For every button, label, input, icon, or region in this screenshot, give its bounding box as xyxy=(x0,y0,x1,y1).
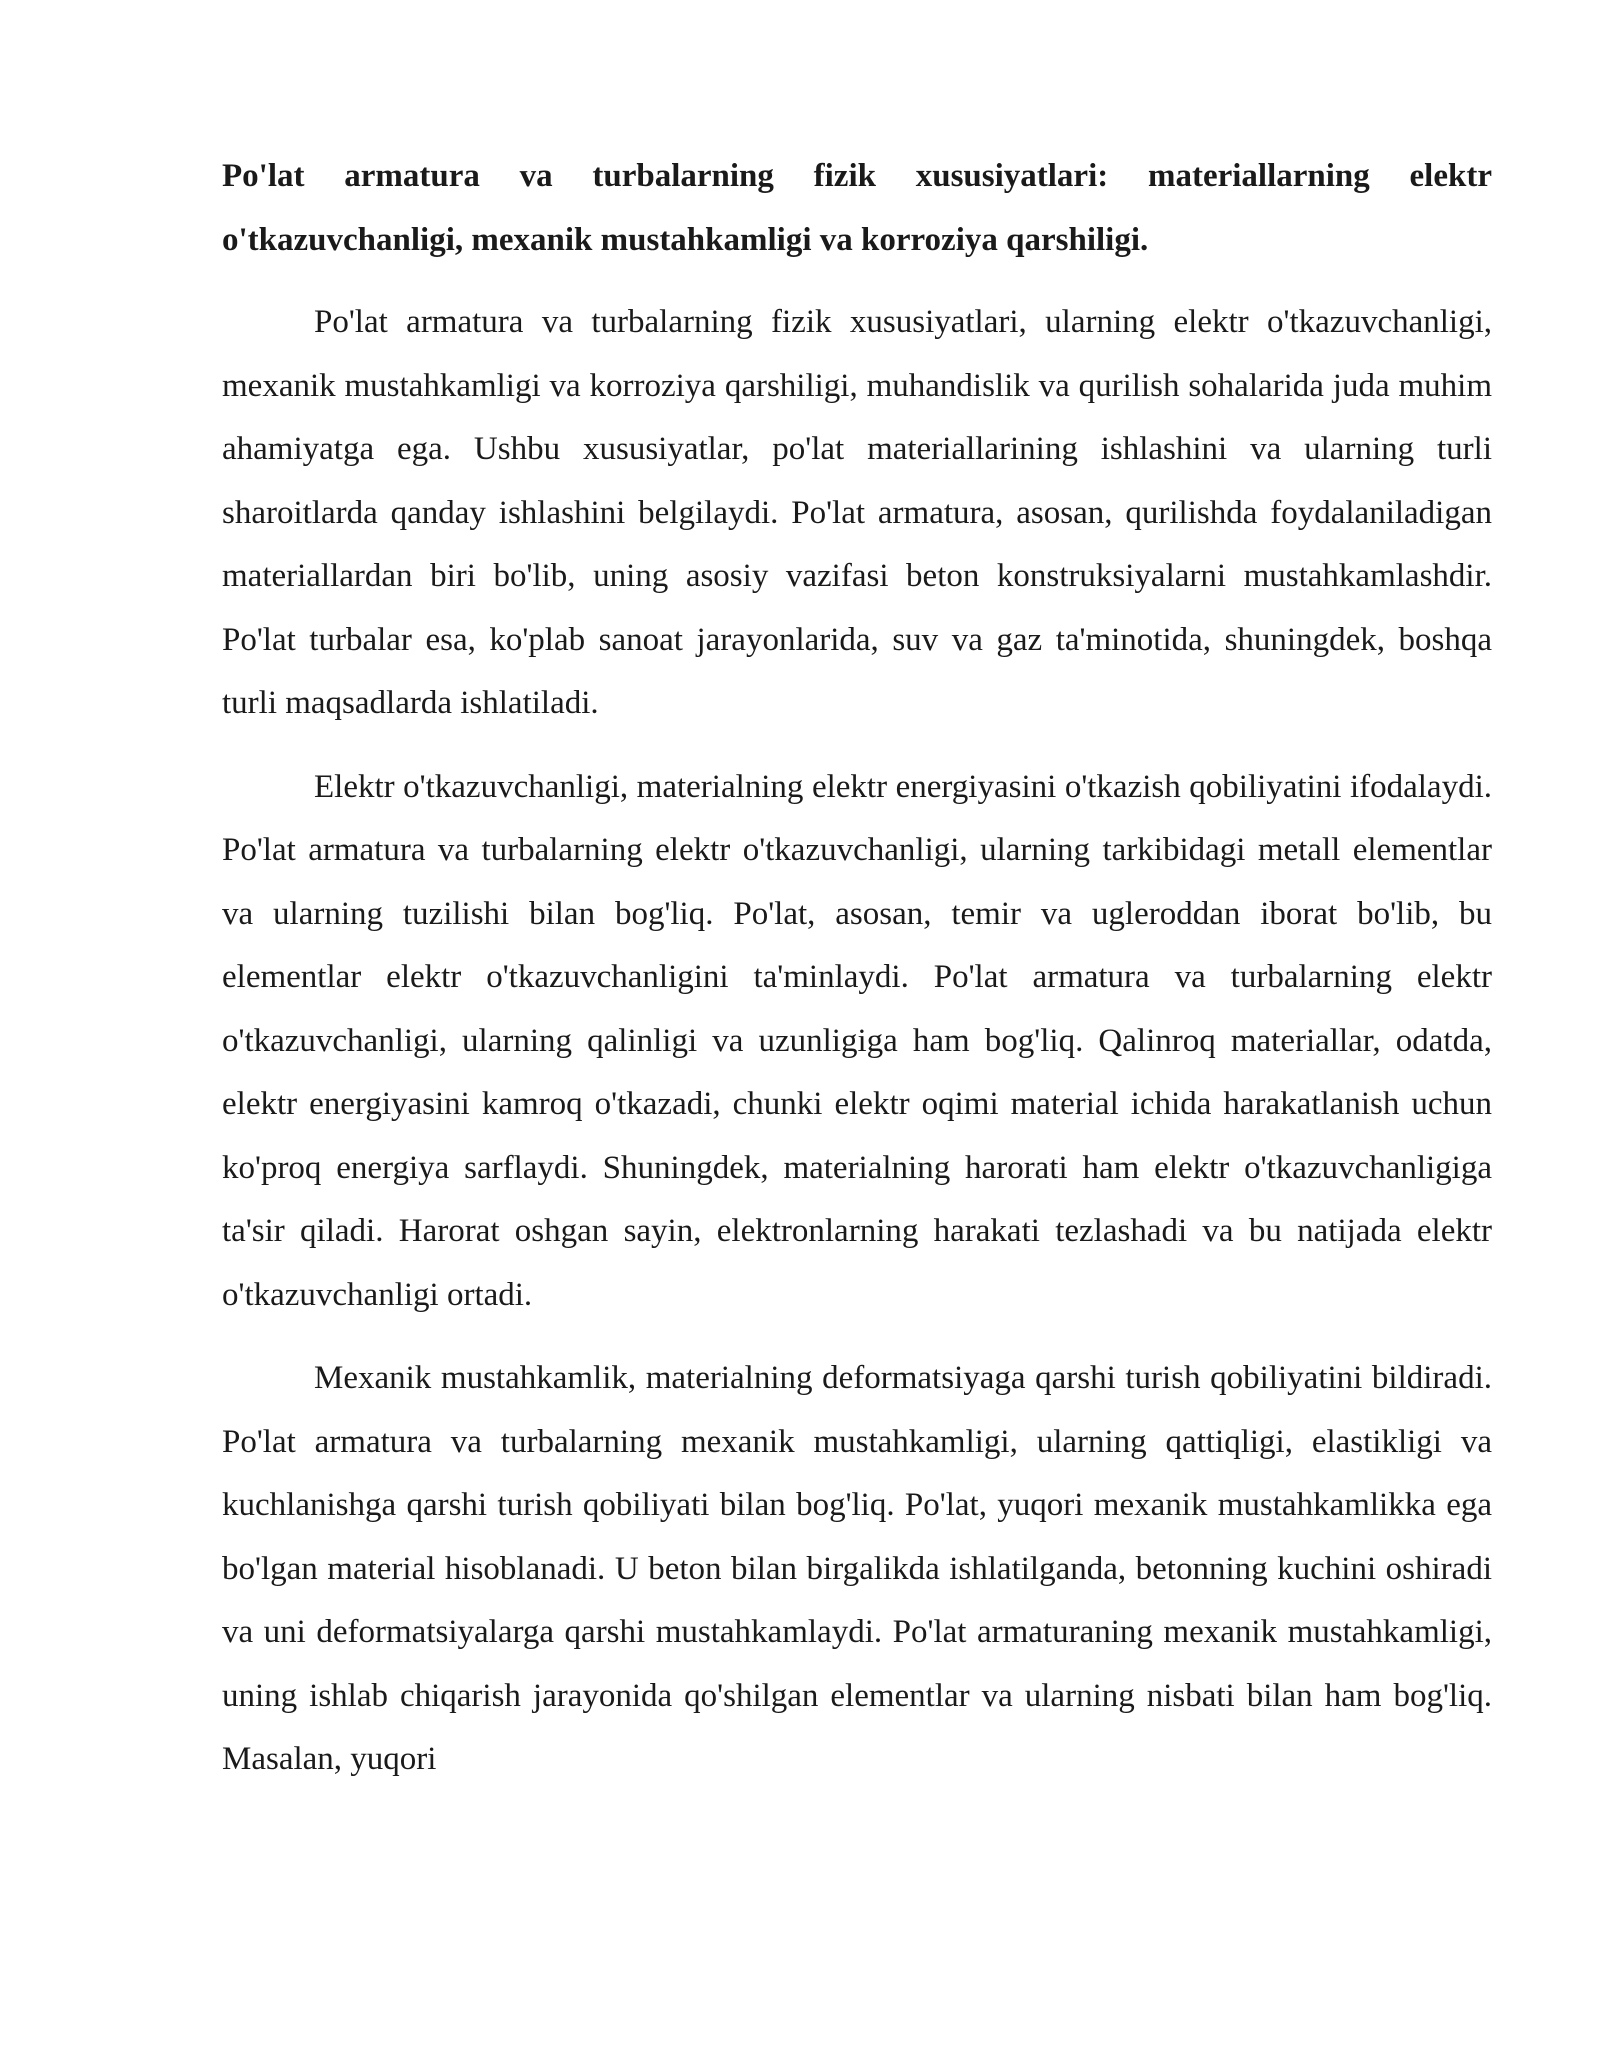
document-body xyxy=(222,145,1492,1812)
paragraph-3: Mexanik mustahkamlik, materialning deformatsiyaga qarshi turish qobiliyatini bildiradi. Po'lat armatura va turbalarning mexanik mustahkamligi, ularning qattiqligi, elastikligi va kuchlanishga qarshi turish qobiliyati bilan bog'liq. Po'lat, yuqori mexanik mustahkamlikka ega bo'lgan material hisoblanadi. U beton bilan birgalikda ishlatilganda, betonning kuchini oshiradi va uni deformatsiyalarga qarshi mustahkamlaydi. Po'lat armaturaning mexanik mustahkamligi, uning ishlab chiqarish jarayonida qo'shilgan elementlar va ularning nisbati bilan ham bog'liq. Masalan, yuqori xyxy=(222,1360,1492,1777)
paragraph-2: Elektr o'tkazuvchanligi, materialning elektr energiyasini o'tkazish qobiliyatini ifodalaydi. Po'lat armatura va turbalarning elektr o'tkazuvchanligi, ularning tarkibidagi metall elementlar va ularning tuzilishi bilan bog'liq. Po'lat, asosan, temir va ugleroddan iborat bo'lib, bu elementlar elektr o'tkazuvchanligini ta'minlaydi. Po'lat armatura va turbalarning elektr o'tkazuvchanligi, ularning qalinligi va uzunligiga ham bog'liq. Qalinroq materiallar, odatda, elektr energiyasini kamroq o'tkazadi, chunki elektr oqimi material ichida harakatlanish uchun ko'proq energiya sarflaydi. Shuningdek, materialning harorati ham elektr o'tkazuvchanligiga ta'sir qiladi. Harorat oshgan sayin, elektronlarning harakati tezlashadi va bu natijada elektr o'tkazuvchanligi ortadi. xyxy=(222,768,1492,1313)
paragraph-1: Po'lat armatura va turbalarning fizik xususiyatlari, ularning elektr o'tkazuvchanligi, mexanik mustahkamligi va korroziya qarshiligi, muhandislik va qurilish sohalarida juda muhim ahamiyatga ega. Ushbu xususiyatlar, po'lat materiallarining ishlashini va ularning turli sharoitlarda qanday ishlashini belgilaydi. Po'lat armatura, asosan, qurilishda foydalaniladigan materiallardan biri bo'lib, uning asosiy vazifasi beton konstruksiyalarni mustahkamlashdir. Po'lat turbalar esa, ko'plab sanoat jarayonlarida, suv va gaz ta'minotida, shuningdek, boshqa turli maqsadlarda ishlatiladi. xyxy=(222,304,1492,721)
document-heading: Po'lat armatura va turbalarning fizik xususiyatlari: materiallarning elektr o'tkazuvchanligi, mexanik mustahkamligi va korroziya qarshiligi. xyxy=(222,158,1492,258)
